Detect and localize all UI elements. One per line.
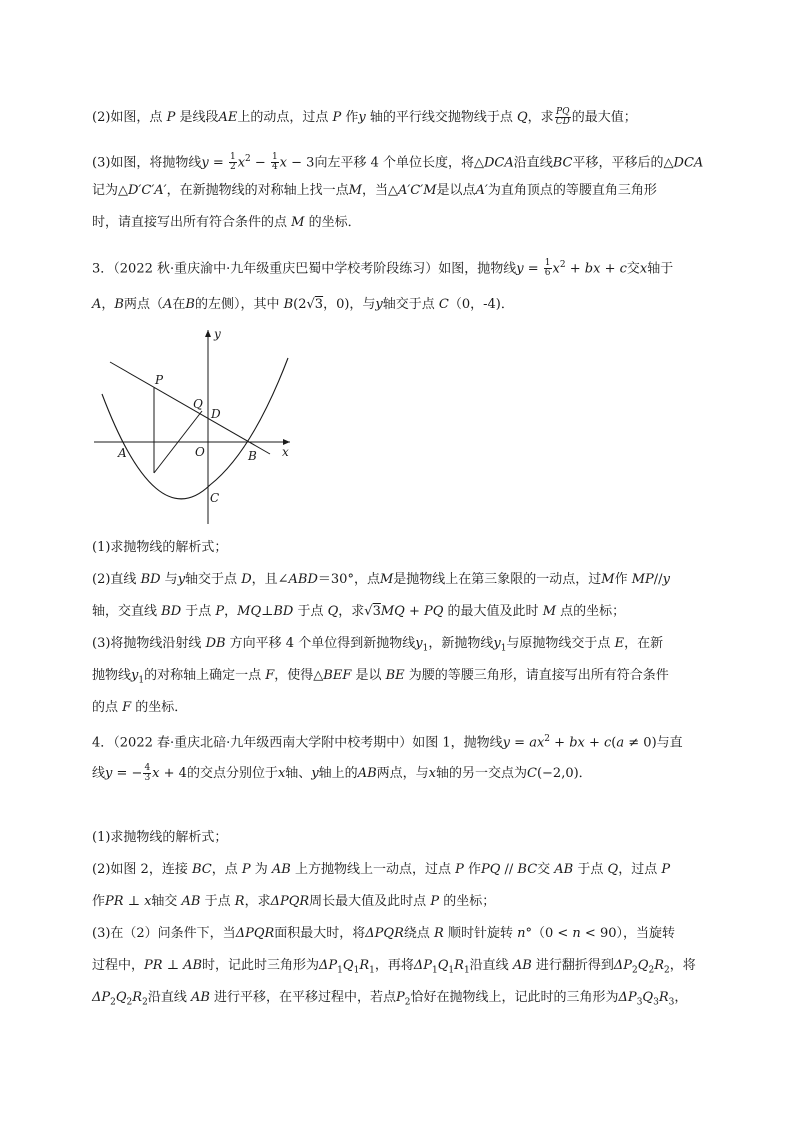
- q4-part1: [92, 829, 227, 847]
- math: MQ: [380, 604, 405, 619]
- q3-part2-line2: [92, 603, 625, 621]
- math: M: [348, 183, 362, 198]
- text: + 4的交点分别位于: [159, 766, 278, 781]
- text: 为腰的等腰三角形，请直接写出所有符合条件: [404, 668, 669, 683]
- text: 时，记此时三角形为: [202, 958, 320, 973]
- math: R: [359, 958, 370, 973]
- math: y: [177, 572, 186, 587]
- text: ），当旋转: [616, 926, 676, 941]
- text: (−2,0)．: [536, 766, 592, 781]
- subscript: 2: [142, 997, 148, 1008]
- radicand: 3: [314, 297, 324, 312]
- math: ΔP: [319, 958, 338, 973]
- text: 是以: [351, 668, 386, 683]
- sqrt-sign: √: [364, 604, 373, 619]
- text: 轴，交直线: [92, 604, 162, 619]
- q3-part2-line1: [92, 571, 670, 589]
- math: P: [241, 862, 251, 877]
- subscript: 1: [432, 965, 438, 976]
- math: PR: [144, 958, 163, 973]
- denominator: 6: [544, 268, 551, 279]
- math: A′: [475, 183, 488, 198]
- text: ，求: [527, 110, 554, 125]
- radicand: 3: [372, 604, 381, 619]
- text: 轴、: [285, 766, 312, 781]
- numerator: PQ: [556, 107, 570, 117]
- exponent: 2: [245, 154, 251, 164]
- text: 两点，与: [376, 766, 429, 781]
- math: ΔP: [413, 958, 432, 973]
- text: 于点: [181, 604, 216, 619]
- text: ，: [674, 990, 688, 1005]
- label-b: B: [248, 449, 257, 463]
- text: 是线段: [175, 110, 219, 125]
- text: 在: [172, 297, 186, 312]
- denominator: 3: [144, 773, 151, 783]
- text: 面积最大时，将: [274, 926, 366, 941]
- text: ，: [224, 604, 238, 619]
- math: P: [215, 604, 225, 619]
- math: M: [601, 572, 615, 587]
- math: C: [438, 297, 449, 312]
- text: 为: [250, 862, 272, 877]
- text: ⊥: [261, 604, 274, 619]
- math: PQ: [424, 604, 444, 619]
- parabola-figure: [92, 322, 302, 528]
- q3-part1: [92, 539, 227, 557]
- text: 时，请直接写出所有符合条件的点: [92, 215, 292, 230]
- denominator: 2: [229, 162, 236, 173]
- text: = −: [112, 766, 143, 781]
- math: y: [662, 572, 670, 587]
- math: ABD: [288, 572, 318, 587]
- text: 恰好在抛物线上，记此时的三角形为: [410, 990, 619, 1005]
- math: ΔP: [613, 958, 633, 973]
- q4-stem-line2: [92, 764, 592, 783]
- text: 沿直线: [147, 990, 191, 1005]
- text: (1)求抛物线的解析式；: [92, 830, 228, 845]
- math: R: [654, 958, 664, 973]
- math: AB: [271, 862, 291, 877]
- text: 线: [92, 766, 106, 781]
- text: 轴的平行线交抛物线于点: [365, 110, 517, 125]
- text: 0 <: [544, 926, 573, 941]
- text: 的坐标．: [131, 700, 188, 715]
- math: A: [162, 297, 173, 312]
- numerator: 1: [229, 152, 236, 163]
- text: 与原抛物线交于点: [506, 636, 615, 651]
- math: x: [152, 766, 160, 781]
- math: AB: [554, 862, 574, 877]
- math: E: [614, 636, 625, 651]
- q3-part3-line1: [92, 635, 663, 658]
- subscript: 2: [404, 997, 411, 1008]
- text: 于点: [573, 862, 608, 877]
- text: ⊥: [162, 958, 184, 973]
- text: 于点: [200, 894, 235, 909]
- math: ΔP: [92, 990, 111, 1005]
- text: =: [510, 735, 530, 751]
- math: ΔPQR: [235, 926, 275, 941]
- math: D′C′A′: [128, 183, 167, 198]
- math: M: [379, 572, 394, 587]
- text: (1)求抛物线的解析式；: [92, 540, 228, 555]
- text: =: [208, 155, 228, 171]
- text: 周长最大值及此时点: [309, 894, 431, 909]
- math: n: [517, 926, 526, 941]
- math: P: [332, 110, 342, 125]
- math: BEF: [323, 668, 352, 683]
- math: y: [502, 735, 511, 751]
- math: c: [604, 735, 612, 751]
- text: 交: [537, 862, 555, 877]
- math: Q: [327, 604, 339, 619]
- math: P: [661, 862, 671, 877]
- subscript: 2: [126, 997, 133, 1008]
- label-d: D: [211, 407, 221, 421]
- text: −: [250, 155, 270, 171]
- subscript: 1: [463, 965, 470, 976]
- text: 绕点: [403, 926, 435, 941]
- text: 作: [341, 110, 359, 125]
- text: 进行翻折得到: [531, 958, 614, 973]
- text: +: [404, 604, 425, 619]
- label-q: Q: [193, 397, 203, 411]
- text: (: [611, 735, 617, 751]
- text: ＝30°，点: [317, 572, 380, 587]
- text: ，点: [211, 862, 242, 877]
- fraction: [555, 108, 571, 127]
- math: Q: [642, 990, 654, 1005]
- math: A: [92, 297, 102, 312]
- text: 两点（: [123, 297, 163, 312]
- math: y: [201, 155, 209, 171]
- label-y: y: [214, 327, 221, 341]
- subscript: 2: [648, 965, 655, 976]
- label-c: C: [210, 491, 220, 505]
- math: ΔP: [618, 990, 637, 1005]
- q4-part3-line3: [92, 989, 687, 1012]
- text: (2)如图，点: [92, 110, 167, 125]
- math: C: [527, 766, 537, 781]
- math: F: [122, 700, 132, 715]
- text: ，且∠: [251, 572, 289, 587]
- text: 上的动点，过点: [237, 110, 333, 125]
- q3-part3-line3: [92, 699, 187, 717]
- math: BD: [273, 604, 294, 619]
- math: y: [105, 766, 113, 781]
- math: F: [265, 668, 275, 683]
- q4-part3-line1: [92, 925, 675, 943]
- math: MP: [631, 572, 654, 587]
- text: 沿直线: [513, 155, 553, 171]
- text: +: [600, 261, 620, 277]
- text: 进行平移，在平移过程中，若点: [209, 990, 397, 1005]
- text: 与: [160, 572, 178, 587]
- math: A′C′M: [397, 183, 437, 198]
- math: M: [542, 604, 556, 619]
- q2-part2-line: [92, 108, 637, 127]
- y-axis-arrow: [205, 330, 211, 337]
- math: n: [572, 926, 581, 941]
- text: 的对称轴上确定一点: [144, 668, 266, 683]
- text: ，再将: [374, 958, 414, 973]
- text: 是以点: [436, 183, 476, 198]
- q4-part3-line2: [92, 957, 696, 980]
- text: ≠ 0)与直: [624, 735, 683, 751]
- q3-stem-line2: [92, 296, 514, 314]
- fraction: [271, 153, 279, 172]
- text: °（: [525, 926, 545, 941]
- q3-part3-line2: [92, 667, 669, 690]
- subscript: 1: [353, 965, 360, 976]
- math: ΔPQR: [270, 894, 310, 909]
- q4-part2-line1: [92, 861, 670, 879]
- math: Q: [517, 110, 528, 125]
- math: bx: [584, 261, 601, 277]
- text: //: [653, 572, 663, 587]
- math: R: [132, 990, 143, 1005]
- text: (3)将抛物线沿射线: [92, 636, 206, 651]
- text: 4．（2022 春·重庆北碚·九年级西南大学附中校考期中）如图 1，抛物线: [92, 735, 503, 751]
- math: Q: [342, 958, 354, 973]
- text: 轴上的: [318, 766, 358, 781]
- math: P: [455, 862, 464, 877]
- text: < 90: [580, 926, 617, 941]
- text: 记为△: [92, 183, 128, 198]
- text: 的最大值；: [571, 110, 637, 125]
- text: ，过点: [618, 862, 662, 877]
- math: PR: [105, 894, 124, 909]
- subscript: 3: [668, 997, 675, 1008]
- text: 作: [92, 894, 106, 909]
- math: c: [619, 261, 627, 277]
- math: y: [131, 668, 139, 683]
- text: +: [565, 261, 585, 277]
- math: AB: [181, 894, 201, 909]
- math: B: [185, 297, 195, 312]
- text: ，当△: [361, 183, 398, 198]
- label-a: A: [118, 446, 127, 460]
- math: BC: [191, 862, 212, 877]
- math: AB: [512, 958, 532, 973]
- text: 点的坐标；: [556, 604, 626, 619]
- math: x: [639, 261, 648, 277]
- math: DB: [205, 636, 226, 651]
- label-p: P: [155, 373, 164, 387]
- subscript: 1: [422, 643, 429, 654]
- math: y: [415, 636, 423, 651]
- text: ，0)，与: [323, 297, 376, 312]
- text: ，: [101, 297, 115, 312]
- math: ax: [529, 735, 545, 751]
- math: D: [241, 572, 252, 587]
- text: 是抛物线上在第三象限的一动点，过: [393, 572, 602, 587]
- math: R: [658, 990, 669, 1005]
- text: 轴于: [647, 261, 674, 277]
- text: =: [523, 261, 543, 277]
- text: ，将: [669, 958, 696, 973]
- subscript: 3: [653, 997, 659, 1008]
- text: (2)直线: [92, 572, 141, 587]
- q2-part3-line2: [92, 182, 657, 200]
- text: 轴交于点: [382, 297, 439, 312]
- exponent: 2: [559, 260, 566, 270]
- math: P: [396, 990, 405, 1005]
- subscript: 1: [337, 965, 343, 976]
- math: x: [279, 155, 288, 171]
- text: ⊥: [123, 894, 145, 909]
- math: x: [277, 766, 286, 781]
- math: bx: [569, 735, 585, 751]
- math: Q: [637, 958, 649, 973]
- math: x: [428, 766, 436, 781]
- text: 上方抛物线上一动点，过点: [290, 862, 456, 877]
- text: +: [584, 735, 605, 751]
- math: y: [358, 110, 366, 125]
- text: ，使得△: [274, 668, 324, 683]
- math: Q: [437, 958, 449, 973]
- subscript: 2: [110, 997, 116, 1008]
- q3-stem-line1: [92, 256, 673, 278]
- text: 为直角顶点的等腰直角三角形: [487, 183, 657, 198]
- subscript: 1: [138, 675, 145, 686]
- text: (3)如图，将抛物线: [92, 155, 202, 171]
- math: R: [454, 958, 464, 973]
- math: R: [434, 926, 444, 941]
- math: BC: [552, 155, 573, 171]
- text: 顺时针旋转: [443, 926, 518, 941]
- fraction: [544, 259, 552, 278]
- text: 沿直线: [469, 958, 513, 973]
- denominator: CD: [555, 117, 570, 127]
- math: Q: [115, 990, 127, 1005]
- math: x: [144, 894, 152, 909]
- text: 抛物线: [92, 668, 132, 683]
- subscript: 1: [448, 965, 455, 976]
- math: BD: [161, 604, 182, 619]
- q4-part2-line2: [92, 893, 495, 911]
- text: 作: [614, 572, 632, 587]
- text: 于点: [293, 604, 328, 619]
- subscript: 2: [663, 965, 670, 976]
- numerator: 1: [544, 258, 551, 269]
- text: (3)在（2）问条件下，当: [92, 926, 236, 941]
- text: ，新抛物线: [428, 636, 494, 651]
- math: DCA: [483, 155, 514, 171]
- math: ΔPQR: [365, 926, 404, 941]
- text: ，在新抛物线的对称轴上找一点: [166, 183, 349, 198]
- label-o: O: [195, 445, 205, 459]
- text: 的点: [92, 700, 123, 715]
- math: a: [616, 735, 625, 751]
- math: AE: [218, 110, 238, 125]
- text: (2: [293, 297, 307, 312]
- math: AB: [190, 990, 210, 1005]
- q2-part3-line3: [92, 214, 361, 232]
- math: P: [166, 110, 176, 125]
- text: 轴交于点: [185, 572, 242, 587]
- math: y: [493, 636, 501, 651]
- text: − 3向左平移 4 个单位长度，将△: [287, 155, 484, 171]
- math: B: [283, 297, 294, 312]
- math: y: [516, 261, 524, 277]
- math: DCA: [673, 155, 704, 171]
- math: BD: [140, 572, 161, 587]
- text: (2)如图 2，连接: [92, 862, 192, 877]
- text: 过程中，: [92, 958, 145, 973]
- q4-stem-line1: [92, 730, 683, 752]
- text: 的最大值及此时: [443, 604, 543, 619]
- subscript: 1: [500, 643, 507, 654]
- text: 平移，平移后的△: [572, 155, 674, 171]
- math: P: [430, 894, 440, 909]
- math: PQ: [480, 862, 501, 877]
- math: BC: [517, 862, 538, 877]
- math: AB: [357, 766, 377, 781]
- text: 作: [463, 862, 481, 877]
- math: x: [237, 155, 246, 171]
- text: +: [550, 735, 570, 751]
- text: 方向平移 4 个单位得到新抛物线: [225, 636, 416, 651]
- subscript: 1: [369, 965, 375, 976]
- math: Q: [607, 862, 619, 877]
- text: 轴的另一交点为: [436, 766, 528, 781]
- subscript: 3: [636, 997, 643, 1008]
- fraction: [229, 153, 237, 172]
- text: ，求: [244, 894, 271, 909]
- math: x: [552, 261, 560, 277]
- exponent: 2: [544, 734, 551, 744]
- math: BE: [385, 668, 405, 683]
- math: AB: [183, 958, 203, 973]
- math: M: [291, 215, 305, 230]
- math: R: [234, 894, 245, 909]
- text: 的左侧），其中: [194, 297, 284, 312]
- numerator: 1: [271, 152, 278, 163]
- math: y: [375, 297, 383, 312]
- line-bd: [110, 362, 270, 454]
- math: MQ: [237, 604, 262, 619]
- math: B: [114, 297, 124, 312]
- text: 的坐标．: [304, 215, 361, 230]
- text: 轴交: [151, 894, 182, 909]
- fraction: [143, 764, 151, 783]
- text: ，求: [338, 604, 365, 619]
- label-x: x: [282, 445, 289, 459]
- numerator: 4: [144, 763, 151, 773]
- math: y: [311, 766, 319, 781]
- denominator: 4: [271, 162, 278, 173]
- q2-part3-line1: [92, 150, 703, 172]
- sqrt-sign: √: [306, 297, 315, 312]
- text: //: [500, 862, 518, 877]
- parabola-curve: [102, 358, 288, 499]
- text: 的坐标；: [439, 894, 496, 909]
- text: 3．（2022 秋·重庆渝中·九年级重庆巴蜀中学校考阶段练习）如图，抛物线: [92, 261, 517, 277]
- text: ，在新: [624, 636, 664, 651]
- subscript: 2: [632, 965, 638, 976]
- text: 交: [626, 261, 640, 277]
- text: （0，-4)．: [448, 297, 514, 312]
